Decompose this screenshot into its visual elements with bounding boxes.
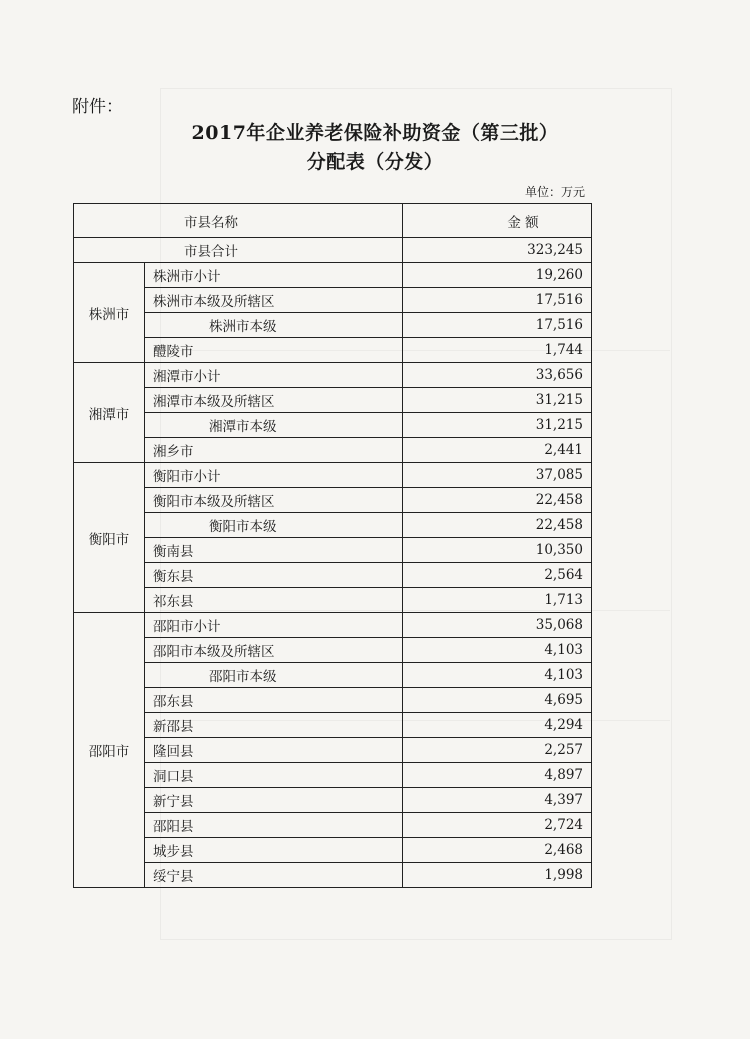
- region-name: 新宁县: [145, 788, 403, 813]
- table-row: [74, 438, 592, 463]
- unit-label: 单位：万元: [524, 185, 585, 199]
- table-row: [74, 763, 592, 788]
- table-row: [74, 463, 592, 488]
- table-row: [74, 363, 592, 388]
- region-amount: 19,260: [403, 263, 592, 288]
- region-amount: 33,656: [403, 363, 592, 388]
- table-row: [74, 263, 592, 288]
- region-amount: 4,695: [403, 688, 592, 713]
- region-name: 株洲市本级及所辖区: [145, 288, 403, 313]
- table-row: [74, 613, 592, 638]
- region-name: 隆回县: [145, 738, 403, 763]
- table-row: [74, 388, 592, 413]
- region-name: 衡东县: [145, 563, 403, 588]
- table-row: [74, 663, 592, 688]
- region-name: 衡阳市本级: [145, 513, 403, 538]
- region-name: 衡阳市本级及所辖区: [145, 488, 403, 513]
- table-row: [74, 863, 592, 888]
- table-row: [74, 838, 592, 863]
- table-row: [74, 638, 592, 663]
- region-amount: 2,564: [403, 563, 592, 588]
- city-cell: 邵阳市: [74, 613, 145, 888]
- header-name: 市县名称: [74, 204, 403, 238]
- region-name: 湘潭市小计: [145, 363, 403, 388]
- region-amount: 1,713: [403, 588, 592, 613]
- total-name: 市县合计: [74, 238, 403, 263]
- region-name: 醴陵市: [145, 338, 403, 363]
- region-name: 祁东县: [145, 588, 403, 613]
- region-name: 株洲市小计: [145, 263, 403, 288]
- region-name: 株洲市本级: [145, 313, 403, 338]
- region-name: 邵阳县: [145, 813, 403, 838]
- region-amount: 31,215: [403, 388, 592, 413]
- region-amount: 2,724: [403, 813, 592, 838]
- city-cell: 湘潭市: [74, 363, 145, 463]
- header-amount: 金 额: [403, 204, 592, 238]
- region-name: 新邵县: [145, 713, 403, 738]
- region-amount: 2,257: [403, 738, 592, 763]
- region-amount: 4,294: [403, 713, 592, 738]
- table-row: [74, 288, 592, 313]
- region-amount: 22,458: [403, 513, 592, 538]
- region-amount: 17,516: [403, 288, 592, 313]
- region-amount: 35,068: [403, 613, 592, 638]
- table-row: [74, 563, 592, 588]
- total-amount: 323,245: [403, 238, 592, 263]
- table-row: [74, 313, 592, 338]
- region-amount: 37,085: [403, 463, 592, 488]
- region-amount: 17,516: [403, 313, 592, 338]
- region-name: 邵阳市小计: [145, 613, 403, 638]
- region-name: 绥宁县: [145, 863, 403, 888]
- region-name: 邵东县: [145, 688, 403, 713]
- region-name: 衡南县: [145, 538, 403, 563]
- region-amount: 1,998: [403, 863, 592, 888]
- total-row: [74, 238, 592, 263]
- document-subtitle: 分配表（分发）: [306, 151, 444, 173]
- region-name: 湘潭市本级: [145, 413, 403, 438]
- region-name: 洞口县: [145, 763, 403, 788]
- region-amount: 2,441: [403, 438, 592, 463]
- table-row: [74, 488, 592, 513]
- region-amount: 31,215: [403, 413, 592, 438]
- region-amount: 4,103: [403, 663, 592, 688]
- region-amount: 4,397: [403, 788, 592, 813]
- region-name: 湘潭市本级及所辖区: [145, 388, 403, 413]
- allocation-table: [73, 203, 592, 888]
- table-row: [74, 788, 592, 813]
- table-row: [74, 538, 592, 563]
- region-amount: 10,350: [403, 538, 592, 563]
- table-body: [74, 238, 592, 888]
- table-row: [74, 688, 592, 713]
- city-cell: 衡阳市: [74, 463, 145, 613]
- table-row: [74, 513, 592, 538]
- table-header-row: [74, 204, 592, 238]
- region-amount: 4,103: [403, 638, 592, 663]
- region-name: 城步县: [145, 838, 403, 863]
- region-amount: 4,897: [403, 763, 592, 788]
- attachment-label: 附件：: [72, 97, 123, 117]
- region-amount: 2,468: [403, 838, 592, 863]
- region-amount: 22,458: [403, 488, 592, 513]
- table-row: [74, 588, 592, 613]
- region-name: 湘乡市: [145, 438, 403, 463]
- table-row: [74, 413, 592, 438]
- table-row: [74, 738, 592, 763]
- region-name: 邵阳市本级: [145, 663, 403, 688]
- table-row: [74, 813, 592, 838]
- city-cell: 株洲市: [74, 263, 145, 363]
- table-row: [74, 338, 592, 363]
- document-title: 2017年企业养老保险补助资金（第三批）: [191, 122, 559, 144]
- region-name: 邵阳市本级及所辖区: [145, 638, 403, 663]
- table-row: [74, 713, 592, 738]
- region-amount: 1,744: [403, 338, 592, 363]
- region-name: 衡阳市小计: [145, 463, 403, 488]
